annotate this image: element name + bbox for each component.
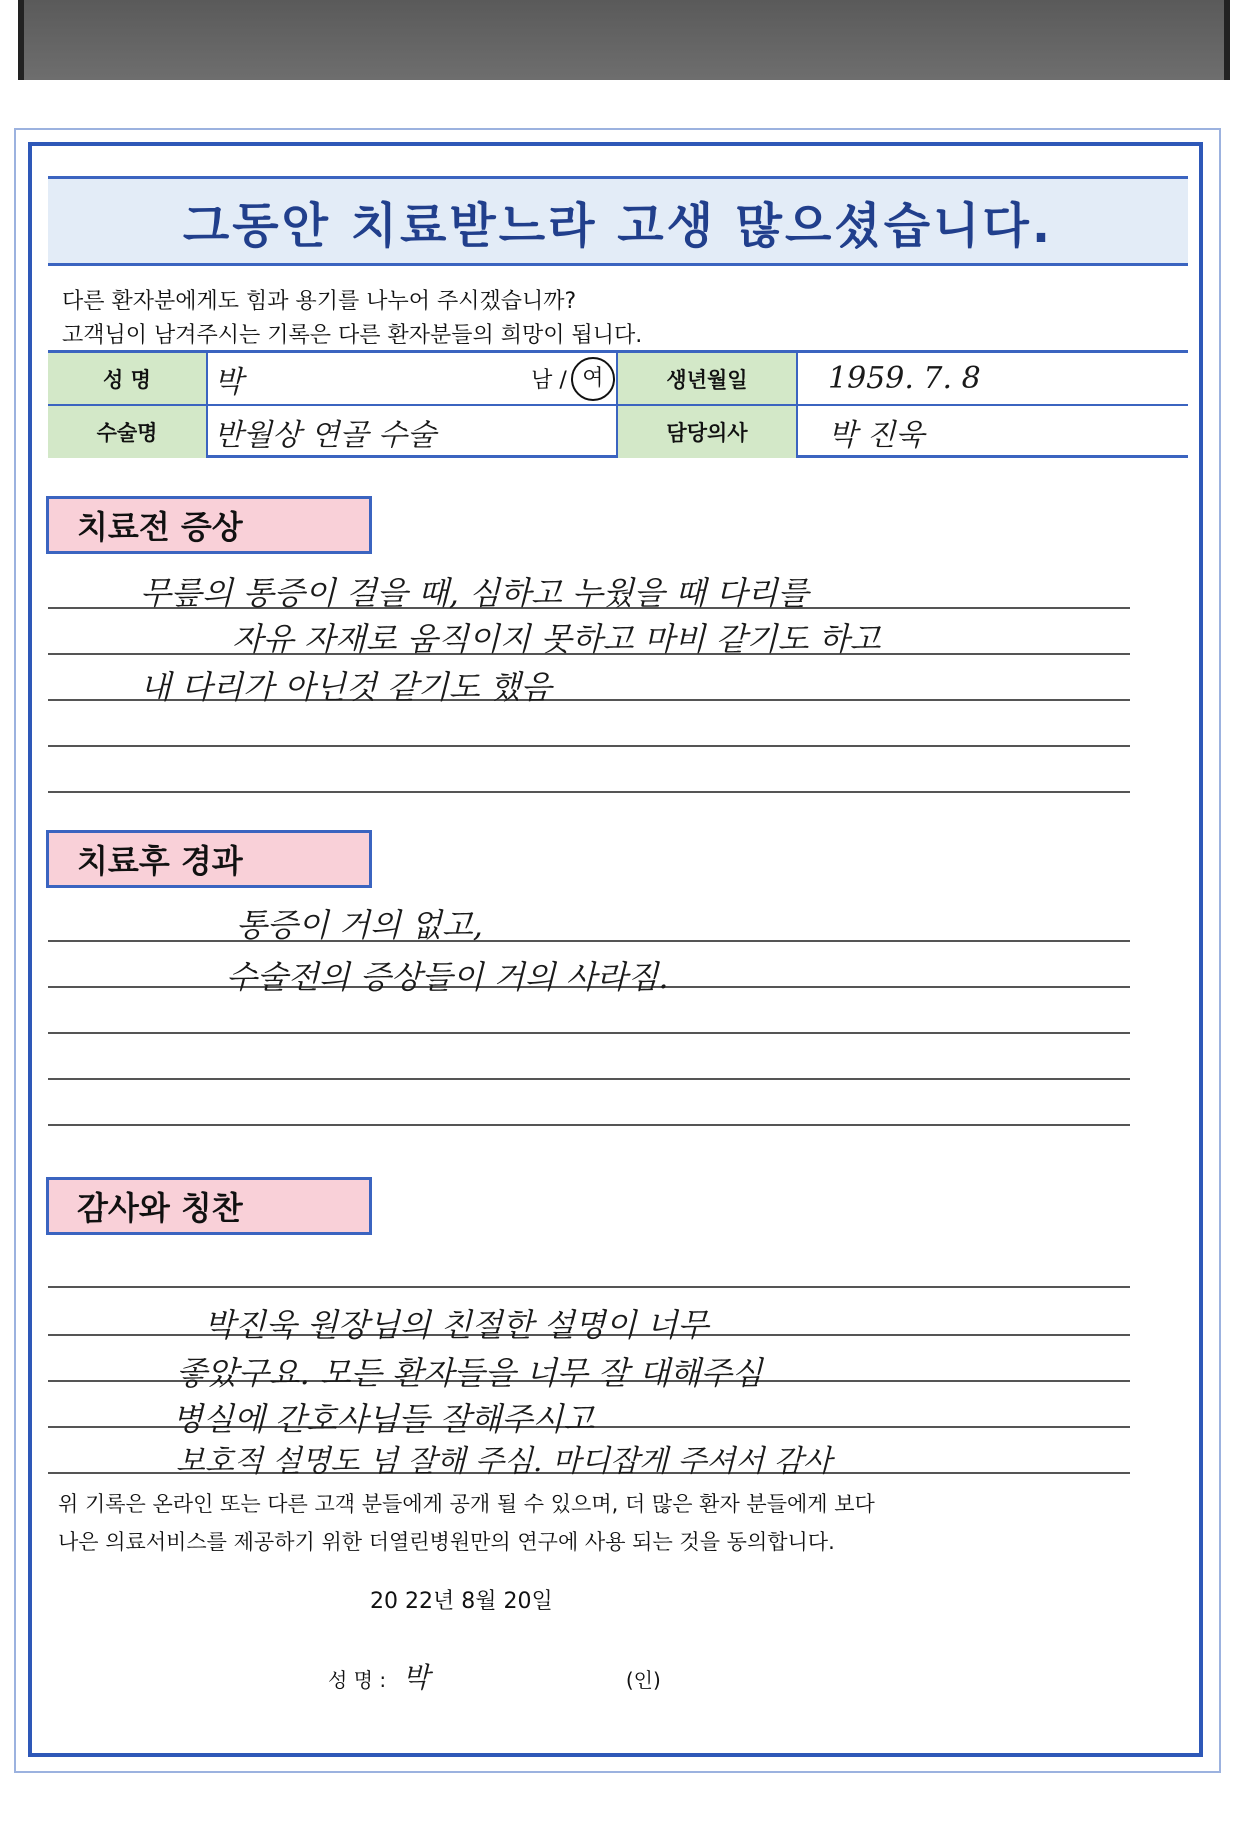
name-label: 성 명	[48, 353, 206, 404]
signature-row	[328, 1656, 661, 1696]
info-col-divider	[796, 353, 798, 455]
surgery-value: 반월상 연골 수술	[214, 418, 436, 453]
after-line-1: 통증이 거의 없고,	[236, 906, 483, 944]
doctor-label: 담당의사	[618, 406, 796, 458]
ruled-line	[48, 745, 1130, 747]
ruled-line	[48, 791, 1130, 793]
signature-name: 박	[402, 1661, 430, 1694]
form-title: 그동안 치료받느라 고생 많으셨습니다.	[182, 197, 1054, 254]
form-title-banner	[48, 176, 1188, 266]
intro-line-2: 고객님이 남겨주시는 기록은 다른 환자분들의 희망이 됩니다.	[62, 323, 643, 348]
consent-line-1: 위 기록은 온라인 또는 다른 고객 분들에게 공개 될 수 있으며, 더 많은 환자 분들에게 보다	[58, 1492, 875, 1516]
doctor-value: 박 진욱	[828, 418, 925, 453]
ruled-line	[48, 1124, 1130, 1126]
patient-info-table	[48, 350, 1188, 458]
section-after-heading: 치료후 경과	[46, 830, 372, 888]
section-thanks-heading: 감사와 칭찬	[46, 1177, 372, 1235]
gender-male: 남 /	[531, 368, 567, 393]
gender-female-circled: 여	[571, 357, 615, 401]
thanks-line-3: 병실에 간호사님들 잘해주시고	[172, 1400, 595, 1438]
signature-label: 성 명 :	[328, 1668, 387, 1692]
thanks-line-1: 박진욱 원장님의 친절한 설명이 너무	[204, 1306, 709, 1344]
ruled-line	[48, 1286, 1130, 1288]
after-line-2: 수술전의 증상들이 거의 사라짐.	[226, 958, 669, 996]
before-line-2: 자유 자재로 움직이지 못하고 마비 같기도 하고	[232, 620, 881, 658]
scan-top-bar	[18, 0, 1230, 80]
before-line-1: 무릎의 통증이 걸을 때, 심하고 누웠을 때 다리를	[140, 574, 809, 612]
info-row-divider	[48, 404, 1188, 406]
scan-edge-right	[1224, 0, 1230, 80]
ruled-line	[48, 1032, 1130, 1034]
birth-label: 생년월일	[618, 353, 796, 404]
name-value: 박	[214, 364, 243, 400]
consent-line-2: 나은 의료서비스를 제공하기 위한 더열린병원만의 연구에 사용 되는 것을 동의합니다.	[58, 1530, 835, 1554]
before-line-3: 내 다리가 아닌것 같기도 했음	[140, 668, 552, 706]
intro-line-1: 다른 환자분에게도 힘과 용기를 나누어 주시겠습니까?	[62, 289, 577, 314]
signature-date: 20 22년 8월 20일	[370, 1589, 553, 1614]
birth-value: 1959. 7. 8	[828, 361, 981, 396]
info-col-divider	[206, 353, 208, 455]
ruled-line	[48, 1078, 1130, 1080]
signature-seal: (인)	[625, 1668, 661, 1692]
thanks-line-4: 보호적 설명도 넘 잘해 주심. 마디잡게 주셔서 감사	[176, 1444, 832, 1479]
surgery-label: 수술명	[48, 406, 206, 458]
info-col-divider	[616, 353, 618, 455]
thanks-line-2: 좋았구요. 모든 환자들을 너무 잘 대해주심	[176, 1354, 763, 1392]
ruled-line	[48, 940, 1130, 942]
scan-edge-left	[18, 0, 24, 80]
section-before-heading: 치료전 증상	[46, 496, 372, 554]
